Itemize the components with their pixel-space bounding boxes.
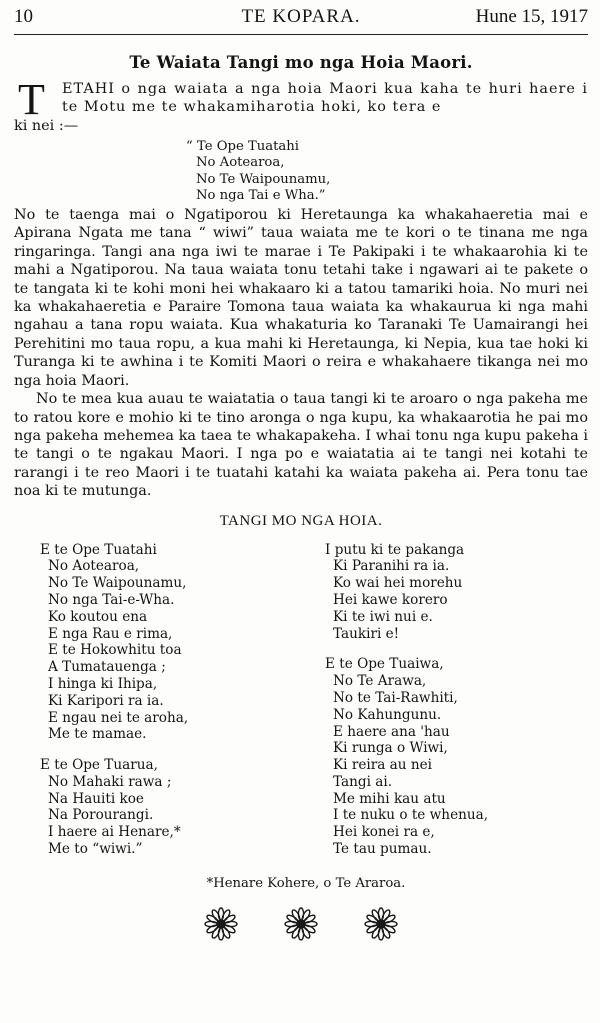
paragraph-body-1: No te taenga mai o Ngatiporou ki Heretaunga ka whakahaeretia mai e Apirana Ngata me tana “ wiwi” taua waiata me te kori o te tinana me nga ringaringa. Tangi ana nga iwi te marae i Te Pakipaki i te whakaarohia ki te mahi a Ngatiporou. Na taua waiata tonu tetahi take i ngawari ai te pakete o te tangata ki te kohi moni hei whakaaro ki a tatou tamariki hoia. No muri nei ka whakahaeretia e Paraire Tomona taua waiata ka whakaurua ki nga mahi ngahau a tana ropu waiata. Kua whakaturia ko Taranaki Te Uamairangi hei Perehitini mo taua ropu, a kua mahi ki Heretaunga, ki Nepia, kua tae hoki ki Turanga ki te awhina i te Komiti Maori o reira e whakahaere tikanga nei mo nga hoia Maori.: [14, 207, 588, 389]
poem-line: Ko wai hei morehu: [333, 575, 463, 592]
quote-line: No nga Tai e Wha.”: [196, 187, 326, 203]
poem-line: I putu ki te pakanga: [325, 541, 465, 558]
header-rule: [14, 34, 588, 35]
poem-line: E te Ope Tuaiwa,: [325, 656, 444, 673]
stanza: [40, 542, 303, 744]
poem-line: No Te Waipounamu,: [48, 575, 187, 592]
poem-line: No Mahaki rawa ;: [48, 773, 172, 790]
poem-line: No nga Tai-e-Wha.: [48, 591, 175, 608]
poem-line: Ki runga o Wiwi,: [333, 740, 448, 757]
stanza: [325, 542, 588, 643]
quoted-verse: [186, 139, 588, 204]
poem-line: Me te mamae.: [48, 726, 147, 743]
poem-line: No Kahungunu.: [333, 706, 442, 723]
poem-line: Te tau pumau.: [333, 841, 432, 858]
poem-line: I hinga ki Ihipa,: [48, 675, 158, 692]
poem-column-right: [303, 542, 588, 872]
paragraph-body-2: No te mea kua auau te waiatatia o taua tangi ki te aroaro o nga pakeha me to ratou kore e mohio ki te tino aronga o nga kupu, ka whakaarotia he pai mo nga pakeha mehemea ka taea te whakapakeha. I whai tonu nga kupu pakeha i te tangi o te ngakau Maori. I nga po e waiatatia ai te tangi nei kotahi te rarangi i te reo Maori i te tuatahi katahi ka waiata pakeha ai. Pera tonu tae noa ki te mutunga.: [14, 391, 588, 500]
poem-line: A Tumatauenga ;: [48, 659, 166, 676]
poem-line: Taukiri e!: [333, 625, 400, 642]
stanza: [325, 656, 588, 858]
poem-line: E ngau nei te aroha,: [48, 709, 189, 726]
poem-line: E haere ana 'hau: [333, 723, 450, 740]
poem-line: E te Ope Tuarua,: [40, 757, 158, 774]
drop-cap: T: [18, 75, 45, 124]
quote-line: “ Te Ope Tuatahi: [186, 139, 299, 155]
flower-ornament-icon: [364, 907, 398, 941]
poem-line: I te nuku o te whenua,: [333, 807, 489, 824]
poem-line: No te Tai-Rawhiti,: [333, 689, 458, 706]
quote-line: No Aotearoa,: [196, 155, 285, 171]
poem-line: Hei kawe korero: [333, 591, 448, 608]
page-header: [14, 0, 588, 30]
flower-ornament-icon: [284, 907, 318, 941]
ornament-row: [14, 907, 588, 941]
intro-tail: ki nei :—: [14, 117, 79, 134]
poem-title: TANGI MO NGA HOIA.: [219, 512, 383, 529]
flower-ornament-icon: [204, 907, 238, 941]
poem-line: Na Porourangi.: [48, 807, 154, 824]
poem-line: Hei konei ra e,: [333, 824, 435, 841]
poem-column-left: [14, 542, 303, 872]
poem-line: E te Ope Tuatahi: [40, 541, 157, 558]
poem-line: Me mihi kau atu: [333, 790, 446, 807]
poem-line: Na Hauiti koe: [48, 790, 144, 807]
poem-line: E te Hokowhitu toa: [48, 642, 182, 659]
page-number: 10: [14, 6, 33, 27]
article-title: Te Waiata Tangi mo nga Hoia Maori.: [129, 53, 473, 72]
poem-line: No Te Arawa,: [333, 673, 427, 690]
poem-line: Ki Karipori ra ia.: [48, 692, 164, 709]
paragraph-intro: [14, 75, 588, 135]
poem-line: Ki reira au nei: [333, 757, 432, 774]
poem-line: Me to “wiwi.”: [48, 841, 143, 858]
poem-line: Ko koutou ena: [48, 608, 148, 625]
poem-line: Tangi ai.: [333, 773, 393, 790]
quote-line: No Te Waipounamu,: [196, 171, 331, 187]
poem-line: No Aotearoa,: [48, 558, 140, 575]
poem-line: Ki Paranihi ra ia.: [333, 558, 450, 575]
intro-lead: ETAHI o nga waiata a nga hoia Maori kua kaha te huri haere i te Motu me te whakamiharotia hoki, ko tera e: [62, 81, 588, 116]
publication-title: TE KOPARA.: [241, 6, 361, 27]
poem-line: E nga Rau e rima,: [48, 625, 173, 642]
issue-date: Hune 15, 1917: [475, 6, 588, 27]
poem: [14, 542, 588, 872]
poem-line: I haere ai Henare,*: [48, 824, 181, 841]
footnote: *Henare Kohere, o Te Araroa.: [206, 875, 406, 891]
poem-line: Ki te iwi nui e.: [333, 608, 433, 625]
stanza: [40, 757, 303, 858]
